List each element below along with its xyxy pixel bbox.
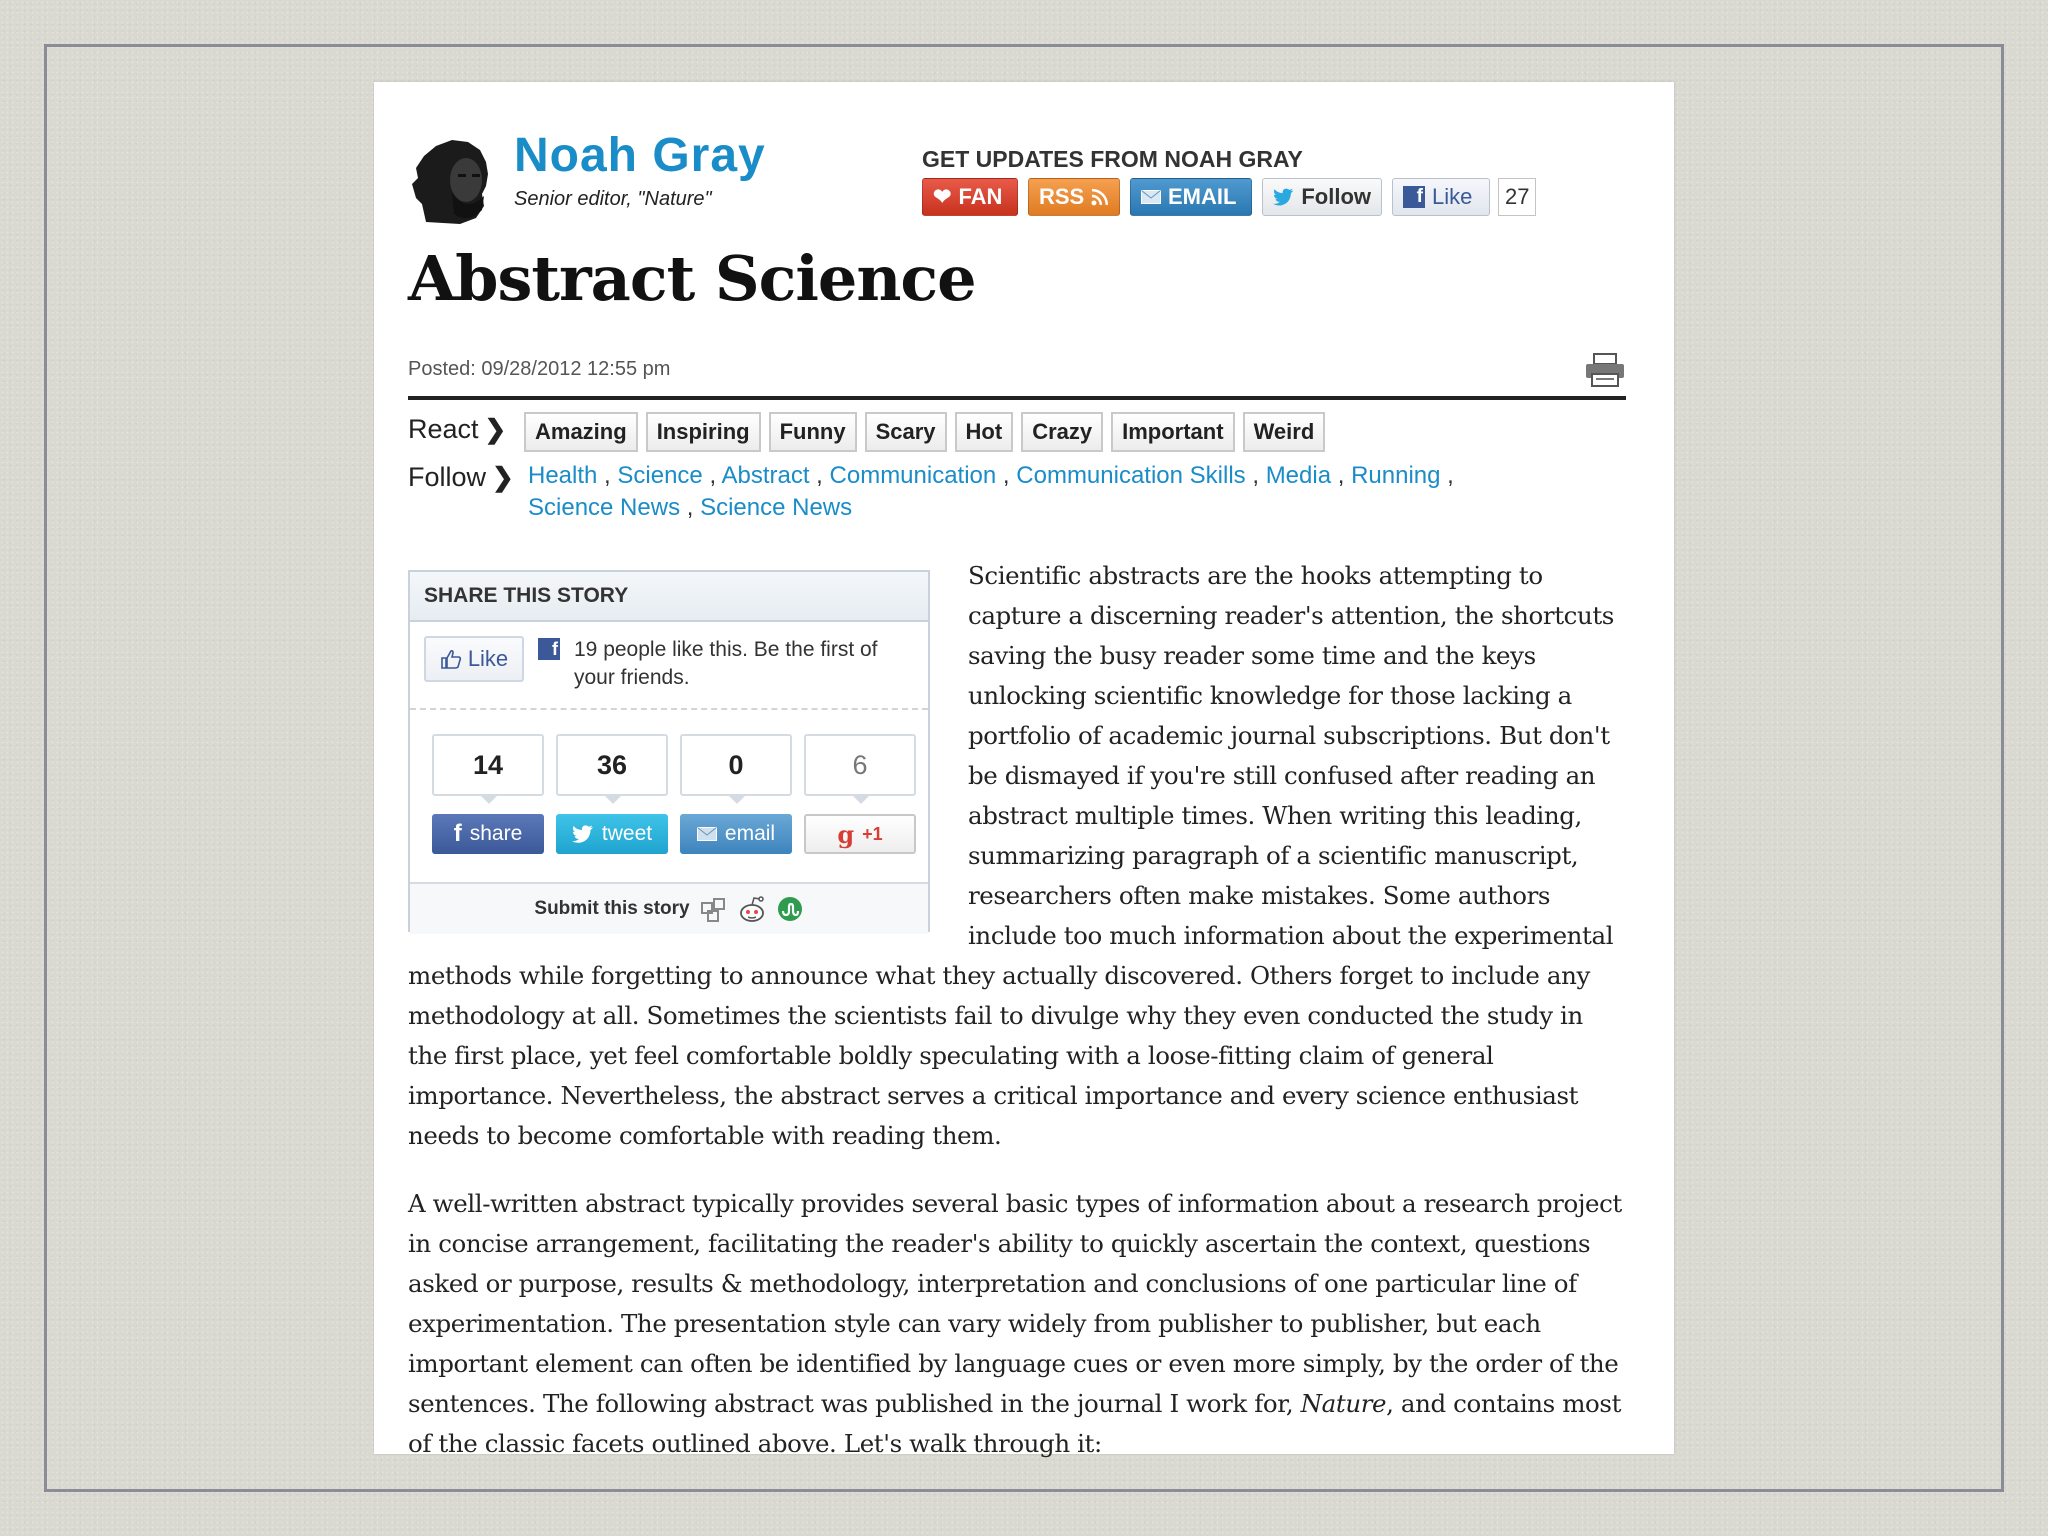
- twitter-follow-button[interactable]: [1262, 178, 1382, 216]
- thumbs-up-icon: [440, 648, 462, 670]
- facebook-like-text: 19 people like this. Be the first of your friends.: [574, 638, 878, 689]
- author-name[interactable]: Noah Gray: [514, 129, 766, 182]
- header-rule: [408, 396, 1626, 400]
- reaction-important-button[interactable]: Important: [1111, 412, 1234, 452]
- reaction-buttons: [524, 412, 1325, 452]
- share-like-button[interactable]: [424, 636, 524, 682]
- facebook-like-button[interactable]: [1392, 178, 1490, 216]
- chevron-right-icon: ❯: [492, 462, 514, 492]
- author-avatar: [408, 134, 500, 226]
- rss-label: RSS: [1039, 184, 1085, 209]
- submit-story-row: [410, 882, 928, 934]
- reaction-amazing-button[interactable]: Amazing: [524, 412, 638, 452]
- author-role: Senior editor, "Nature": [514, 188, 712, 210]
- heart-icon: ❤: [933, 184, 952, 209]
- facebook-share-count: 14: [432, 734, 544, 796]
- fan-button[interactable]: [922, 178, 1018, 216]
- email-label: EMAIL: [1168, 184, 1237, 209]
- twitter-bird-icon: [1273, 188, 1294, 206]
- like-label: Like: [1432, 184, 1473, 209]
- email-button[interactable]: [1130, 178, 1252, 216]
- tag-link[interactable]: Health: [528, 462, 598, 489]
- share-counts: [432, 734, 916, 796]
- rss-icon: [1091, 188, 1109, 206]
- article-paragraph-2: A well-written abstract typically provides several basic types of information about a research project in concise arrangement, facilitating the reader's ability to quickly ascertain the context, questions asked or purpose, results & methodology, interpretation and conclusions of one particular line of experimentation. The presentation style can vary widely from publisher to publisher, but each important element can often be identified by language cues or even more simply, by the order of the sentences. The following abstract was published in the journal I work for, Nature, and contains most of the classic facets outlined above. Let's walk through it:: [408, 1189, 1622, 1458]
- tweet-button[interactable]: tweet: [556, 814, 668, 854]
- share-box: [408, 570, 930, 932]
- email-share-button[interactable]: email: [680, 814, 792, 854]
- twitter-bird-icon: [572, 825, 594, 843]
- tag-link[interactable]: Running: [1351, 462, 1441, 489]
- digg-icon[interactable]: [700, 895, 728, 923]
- react-label: React ❯: [408, 414, 507, 444]
- updates-buttons: [922, 178, 1536, 216]
- reaction-hot-button[interactable]: Hot: [955, 412, 1014, 452]
- follow-tags: Health , Science , Abstract , Communication , Communication Skills , Media , Running , Science News , Science News: [528, 462, 1454, 521]
- reaction-scary-button[interactable]: Scary: [865, 412, 947, 452]
- article-paragraph-1: Scientific abstracts are the hooks attempting to capture a discerning reader's attention, the shortcuts saving the busy reader some time and the keys unlocking scientific knowledge for those lacking a portfolio of academic journal subscriptions. But don't be dismayed if you're still confused after reading an abstract multiple times. When writing this leading, summarizing paragraph of a scientific manuscript, researchers often make mistakes. Some authors include too much information about the experimental methods while forgetting to announce what they actually discovered. Others forget to include any methodology at all. Sometimes the scientists fail to divulge why they even conducted the study in the first place, yet feel comfortable boldly speculating with a loose-fitting claim of general importance. Nevertheless, the abstract serves a critical importance and every science enthusiast needs to become comfortable with reading them.: [408, 561, 1614, 1150]
- facebook-share-button[interactable]: f share: [432, 814, 544, 854]
- facebook-icon: f: [1403, 186, 1425, 208]
- tag-link[interactable]: Science News: [528, 494, 681, 521]
- divider: [410, 708, 928, 710]
- share-buttons: [432, 814, 916, 854]
- like-count: 27: [1498, 178, 1536, 216]
- article-title: Abstract Science: [408, 242, 976, 315]
- reaction-inspiring-button[interactable]: Inspiring: [646, 412, 761, 452]
- reaction-crazy-button[interactable]: Crazy: [1021, 412, 1103, 452]
- tag-link[interactable]: Science News: [700, 494, 853, 521]
- stumbleupon-icon[interactable]: [776, 895, 804, 923]
- share-box-header: SHARE THIS STORY: [410, 572, 928, 622]
- posted-date: Posted: 09/28/2012 12:55 pm: [408, 358, 671, 380]
- printer-icon[interactable]: [1584, 352, 1626, 388]
- email-count: 0: [680, 734, 792, 796]
- reaction-funny-button[interactable]: Funny: [769, 412, 857, 452]
- follow-label: Follow ❯: [408, 462, 514, 492]
- reaction-weird-button[interactable]: Weird: [1243, 412, 1326, 452]
- fan-label: FAN: [958, 184, 1003, 209]
- updates-label: GET UPDATES FROM NOAH GRAY: [922, 146, 1303, 172]
- reddit-icon[interactable]: [738, 895, 766, 923]
- rss-button[interactable]: [1028, 178, 1120, 216]
- submit-story-label: Submit this story: [534, 898, 690, 919]
- tag-link[interactable]: Communication Skills: [1016, 462, 1246, 489]
- tag-link[interactable]: Science: [617, 462, 703, 489]
- journal-name: Nature: [1300, 1389, 1387, 1418]
- tag-link[interactable]: Media: [1265, 462, 1332, 489]
- google-plus-icon: g: [837, 819, 855, 849]
- facebook-icon: f: [453, 820, 462, 847]
- article-page: [374, 82, 1674, 1458]
- facebook-icon: f: [538, 638, 560, 660]
- chevron-right-icon: ❯: [484, 414, 507, 444]
- tag-link[interactable]: Communication: [829, 462, 997, 489]
- envelope-icon: [697, 827, 717, 841]
- envelope-icon: [1141, 190, 1161, 204]
- tweet-count: 36: [556, 734, 668, 796]
- google-plus-count: 6: [804, 734, 916, 796]
- tag-link[interactable]: Abstract: [721, 462, 810, 489]
- follow-label: Follow: [1301, 184, 1371, 209]
- like-label: Like: [467, 646, 509, 671]
- google-plus-button[interactable]: g +1: [804, 814, 916, 854]
